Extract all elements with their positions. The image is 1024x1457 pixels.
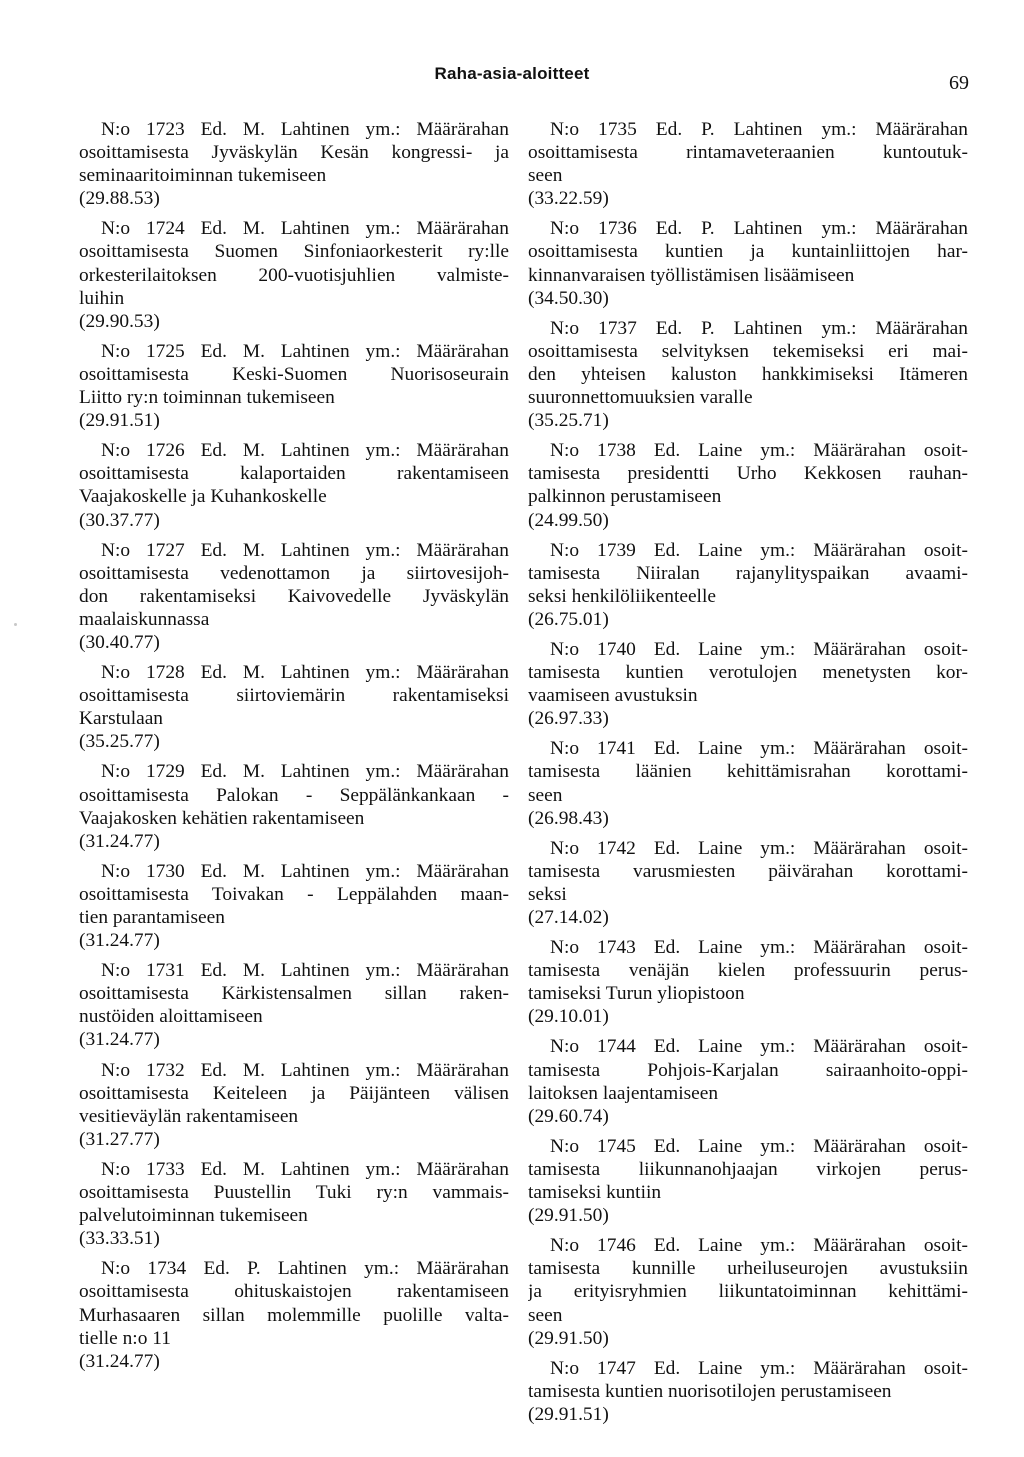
budget-code: (31.24.77) bbox=[79, 930, 160, 952]
budget-code: (29.91.51) bbox=[528, 1403, 609, 1425]
entry-text-line: Vaajakoskelle ja Kuhankoskelle bbox=[79, 486, 327, 508]
entry-text-line: osoittamisesta Kärkistensalmen sillan raken- bbox=[79, 983, 509, 1005]
entry-text-line: N:o 1731 Ed. M. Lahtinen ym.: Määrärahan bbox=[101, 960, 509, 982]
entry-text-line: seksi bbox=[528, 883, 567, 905]
entry-text-line: Murhasaaren sillan molemmille puolille valta- bbox=[79, 1304, 509, 1326]
proposal-entry bbox=[528, 936, 968, 1028]
proposal-entry bbox=[528, 439, 968, 531]
entry-text-line: osoittamisesta kuntien ja kuntainliittojen har- bbox=[528, 241, 968, 263]
entry-text-line: osoittamisesta Puustellin Tuki ry:n vammais- bbox=[79, 1182, 509, 1204]
proposal-entry bbox=[528, 1357, 968, 1426]
budget-code: (30.40.77) bbox=[79, 631, 160, 653]
entry-text-line: seen bbox=[528, 784, 563, 806]
entry-text-line: Vaajakosken kehätien rakentamiseen bbox=[79, 807, 365, 829]
entry-text-line: seen bbox=[528, 1304, 563, 1326]
entry-text-line: tamiseksi kuntiin bbox=[528, 1182, 662, 1204]
entry-text-line: tamisesta venäjän kielen professuurin perus- bbox=[528, 960, 968, 982]
entry-text-line: N:o 1743 Ed. Laine ym.: Määrärahan osoit- bbox=[550, 937, 968, 959]
proposal-entry bbox=[528, 217, 968, 309]
entry-text-line: N:o 1738 Ed. Laine ym.: Määrärahan osoit- bbox=[550, 440, 968, 462]
entry-text-line: tamisesta kuntien nuorisotilojen perustamiseen bbox=[528, 1380, 892, 1402]
entry-text-line: don rakentamiseksi Kaivovedelle Jyväskylän bbox=[79, 585, 509, 607]
budget-code: (29.91.50) bbox=[528, 1327, 609, 1349]
entry-text-line: ja erityisryhmien liikuntatoiminnan kehittämi- bbox=[528, 1281, 968, 1303]
entry-text-line: tamisesta Niiralan rajanylityspaikan avaami- bbox=[528, 562, 968, 584]
proposal-entry bbox=[79, 118, 509, 210]
entry-text-line: osoittamisesta Toivakan - Leppälahden maan- bbox=[79, 883, 509, 905]
entry-text-line: osoittamisesta Jyväskylän Kesän kongressi- ja bbox=[79, 142, 509, 164]
entry-text-line: seminaaritoiminnan tukemiseen bbox=[79, 165, 327, 187]
entry-text-line: N:o 1733 Ed. M. Lahtinen ym.: Määrärahan bbox=[101, 1158, 509, 1180]
entry-text-line: orkesterilaitoksen 200-vuotisjuhlien valmiste- bbox=[79, 264, 509, 286]
entry-text-line: N:o 1726 Ed. M. Lahtinen ym.: Määrärahan bbox=[101, 440, 509, 462]
entry-text-line: N:o 1729 Ed. M. Lahtinen ym.: Määrärahan bbox=[101, 761, 509, 783]
budget-code: (27.14.02) bbox=[528, 907, 609, 928]
entry-text-line: N:o 1747 Ed. Laine ym.: Määrärahan osoit- bbox=[550, 1357, 968, 1379]
entry-text-line: osoittamisesta siirtoviemärin rakentamiseksi bbox=[79, 685, 509, 707]
entry-text-line: N:o 1732 Ed. M. Lahtinen ym.: Määrärahan bbox=[101, 1059, 509, 1081]
entry-text-line: osoittamisesta kalaportaiden rakentamiseen bbox=[79, 463, 509, 485]
entry-text-line: N:o 1727 Ed. M. Lahtinen ym.: Määrärahan bbox=[101, 539, 509, 561]
budget-code: (35.25.77) bbox=[79, 731, 160, 753]
budget-code: (31.24.77) bbox=[79, 1350, 160, 1372]
proposal-entry bbox=[79, 217, 509, 332]
entry-text-line: osoittamisesta Keiteleen ja Päijänteen välisen bbox=[79, 1082, 509, 1104]
page-number: 69 bbox=[949, 72, 969, 94]
entry-text-line: palvelutoiminnan tukemiseen bbox=[79, 1205, 308, 1227]
entry-text-line: osoittamisesta Suomen Sinfoniaorkesterit ry:lle bbox=[79, 241, 509, 263]
entry-text-line: N:o 1735 Ed. P. Lahtinen ym.: Määrärahan bbox=[550, 119, 968, 140]
proposal-entry bbox=[528, 1234, 968, 1349]
entry-text-line: tamisesta kunnille urheiluseurojen avustuksiin bbox=[528, 1258, 968, 1280]
entry-text-line: tamisesta varusmiesten päivärahan korottami- bbox=[528, 860, 968, 882]
running-head: Raha-asia-aloitteet bbox=[434, 64, 590, 83]
budget-code: (31.27.77) bbox=[79, 1128, 160, 1150]
proposal-entry bbox=[79, 1059, 509, 1151]
entry-text-line: maalaiskunnassa bbox=[79, 608, 210, 630]
budget-code: (26.97.33) bbox=[528, 708, 609, 730]
entry-text-line: Karstulaan bbox=[79, 708, 163, 730]
proposal-entry bbox=[79, 1257, 509, 1372]
entry-text-line: N:o 1746 Ed. Laine ym.: Määrärahan osoit- bbox=[550, 1235, 968, 1257]
entry-text-line: tien parantamiseen bbox=[79, 907, 225, 928]
entry-text-line: osoittamisesta rintamaveteraanien kuntoutuk- bbox=[528, 142, 968, 164]
entry-text-line: tamisesta kuntien verotulojen menetysten kor- bbox=[528, 662, 968, 684]
entry-text-line: vaamiseen avustuksin bbox=[528, 685, 698, 707]
entry-text-line: laitoksen laajentamiseen bbox=[528, 1082, 719, 1104]
entry-text-line: N:o 1725 Ed. M. Lahtinen ym.: Määrärahan bbox=[101, 340, 509, 362]
entry-text-line: den yhteisen kaluston hankkimiseksi Itämeren bbox=[528, 363, 968, 385]
left-column bbox=[79, 118, 509, 1380]
proposal-entry bbox=[528, 1035, 968, 1127]
budget-code: (33.22.59) bbox=[528, 188, 609, 210]
entry-text-line: N:o 1724 Ed. M. Lahtinen ym.: Määrärahan bbox=[101, 218, 509, 240]
budget-code: (29.60.74) bbox=[528, 1105, 609, 1127]
entry-text-line: N:o 1730 Ed. M. Lahtinen ym.: Määrärahan bbox=[101, 860, 509, 882]
entry-text-line: N:o 1728 Ed. M. Lahtinen ym.: Määrärahan bbox=[101, 662, 509, 684]
entry-text-line: N:o 1723 Ed. M. Lahtinen ym.: Määrärahan bbox=[101, 119, 509, 140]
entry-text-line: N:o 1740 Ed. Laine ym.: Määrärahan osoit- bbox=[550, 638, 968, 660]
budget-code: (34.50.30) bbox=[528, 287, 609, 309]
proposal-entry bbox=[79, 860, 509, 952]
budget-code: (31.24.77) bbox=[79, 830, 160, 852]
budget-code: (33.33.51) bbox=[79, 1228, 160, 1250]
entry-text-line: tamiseksi Turun yliopistoon bbox=[528, 983, 745, 1005]
budget-code: (24.99.50) bbox=[528, 509, 609, 531]
proposal-entry bbox=[528, 837, 968, 929]
entry-text-line: N:o 1734 Ed. P. Lahtinen ym.: Määrärahan bbox=[101, 1258, 509, 1280]
entry-text-line: osoittamisesta ohituskaistojen rakentamiseen bbox=[79, 1281, 509, 1303]
budget-code: (26.75.01) bbox=[528, 608, 609, 630]
entry-text-line: luihin bbox=[79, 287, 125, 309]
budget-code: (29.91.50) bbox=[528, 1205, 609, 1227]
entry-text-line: tamisesta Pohjois-Karjalan sairaanhoito-oppi- bbox=[528, 1059, 968, 1081]
entry-text-line: tamisesta läänien kehittämisrahan korottami- bbox=[528, 761, 968, 783]
entry-text-line: N:o 1744 Ed. Laine ym.: Määrärahan osoit- bbox=[550, 1036, 968, 1058]
entry-text-line: osoittamisesta Palokan - Seppälänkankaan - bbox=[79, 784, 509, 806]
proposal-entry bbox=[528, 317, 968, 432]
budget-code: (29.10.01) bbox=[528, 1006, 609, 1028]
budget-code: (31.24.77) bbox=[79, 1029, 160, 1051]
proposal-entry bbox=[79, 760, 509, 852]
proposal-entry bbox=[79, 959, 509, 1051]
proposal-entry bbox=[79, 1158, 509, 1250]
entry-text-line: vesitieväylän rakentamiseen bbox=[79, 1105, 299, 1127]
proposal-entry bbox=[528, 539, 968, 631]
entry-text-line: N:o 1741 Ed. Laine ym.: Määrärahan osoit- bbox=[550, 738, 968, 760]
entry-text-line: seksi henkilöliikenteelle bbox=[528, 585, 716, 607]
proposal-entry bbox=[79, 661, 509, 753]
proposal-entry bbox=[528, 638, 968, 730]
entry-text-line: tamisesta liikunnanohjaajan virkojen perus- bbox=[528, 1158, 968, 1180]
entry-text-line: osoittamisesta selvityksen tekemiseksi eri mai- bbox=[528, 340, 968, 362]
entry-text-line: Liitto ry:n toiminnan tukemiseen bbox=[79, 387, 335, 409]
entry-text-line: osoittamisesta vedenottamon ja siirtovesijoh- bbox=[79, 562, 509, 584]
budget-code: (30.37.77) bbox=[79, 509, 160, 531]
proposal-entry bbox=[528, 1135, 968, 1227]
proposal-entry bbox=[79, 539, 509, 654]
proposal-entry bbox=[528, 737, 968, 829]
entry-text-line: N:o 1737 Ed. P. Lahtinen ym.: Määrärahan bbox=[550, 317, 968, 339]
entry-text-line: nustöiden aloittamiseen bbox=[79, 1006, 263, 1028]
margin-dot bbox=[14, 623, 17, 626]
budget-code: (29.88.53) bbox=[79, 188, 160, 210]
entry-text-line: kinnanvaraisen työllistämisen lisäämiseen bbox=[528, 264, 855, 286]
entry-text-line: N:o 1736 Ed. P. Lahtinen ym.: Määrärahan bbox=[550, 218, 968, 240]
entry-text-line: tielle n:o 11 bbox=[79, 1327, 171, 1349]
proposal-entry bbox=[528, 118, 968, 210]
entry-text-line: N:o 1745 Ed. Laine ym.: Määrärahan osoit- bbox=[550, 1135, 968, 1157]
budget-code: (29.91.51) bbox=[79, 410, 160, 432]
entry-text-line: seen bbox=[528, 165, 563, 187]
budget-code: (35.25.71) bbox=[528, 410, 609, 432]
entry-text-line: palkinnon perustamiseen bbox=[528, 486, 722, 508]
entry-text-line: N:o 1739 Ed. Laine ym.: Määrärahan osoit- bbox=[550, 539, 968, 561]
proposal-entry bbox=[79, 340, 509, 432]
budget-code: (29.90.53) bbox=[79, 310, 160, 332]
entry-text-line: N:o 1742 Ed. Laine ym.: Määrärahan osoit- bbox=[550, 837, 968, 859]
entry-text-line: suuronnettomuuksien varalle bbox=[528, 387, 753, 409]
proposal-entry bbox=[79, 439, 509, 531]
entry-text-line: osoittamisesta Keski-Suomen Nuorisoseurain bbox=[79, 363, 509, 385]
budget-code: (26.98.43) bbox=[528, 807, 609, 829]
entry-text-line: tamisesta presidentti Urho Kekkosen rauhan- bbox=[528, 463, 968, 485]
right-column bbox=[528, 118, 968, 1433]
